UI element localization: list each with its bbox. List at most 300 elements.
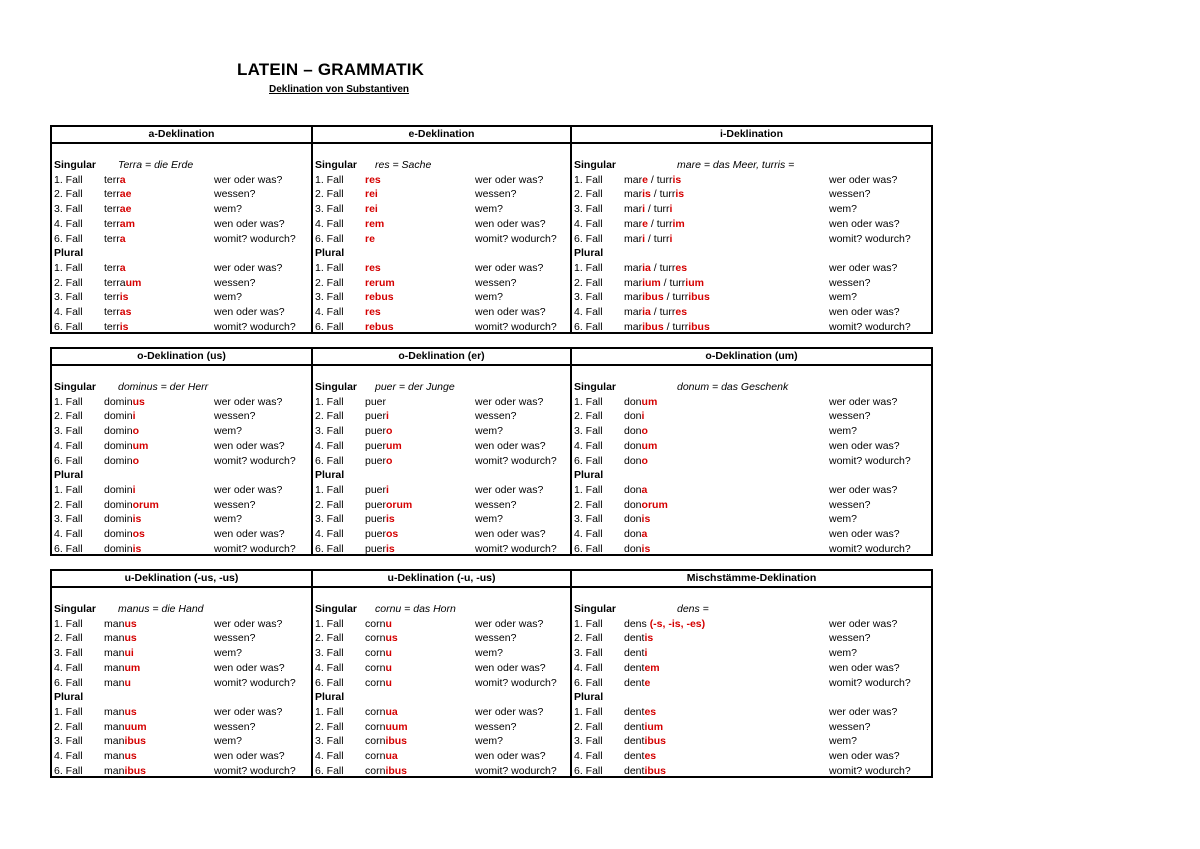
word-form (104, 261, 126, 276)
case-label: 4. Fall (574, 217, 603, 230)
word-stem: terr (104, 291, 120, 304)
word-ending: uum (124, 720, 147, 733)
case-question: wen oder was? (829, 217, 900, 230)
word-form (624, 320, 710, 335)
word-form (365, 454, 392, 469)
word-form (365, 542, 395, 557)
case-question: wen oder was? (475, 528, 546, 541)
word-ending: ibus (385, 764, 408, 777)
case-label: 3. Fall (54, 203, 83, 216)
table-row (313, 187, 570, 202)
word-ending: ibus (124, 764, 147, 777)
word-form (624, 187, 684, 202)
case-label: 6. Fall (574, 320, 603, 333)
word-ending: um (386, 439, 402, 452)
case-label: 1. Fall (574, 395, 603, 408)
table-row (52, 202, 311, 217)
word-form (365, 527, 398, 542)
singular-label: Singular (315, 603, 358, 615)
word-stem: puer (365, 484, 387, 497)
word-stem: mar (624, 320, 643, 333)
word-form (104, 290, 129, 305)
singular-header-row (313, 602, 570, 617)
case-label: 2. Fall (54, 188, 83, 201)
table-row (52, 764, 311, 779)
case-label: 4. Fall (315, 306, 344, 319)
case-question: wessen? (214, 720, 256, 733)
word-form (104, 424, 139, 439)
table-row (572, 527, 931, 542)
table-row (572, 290, 931, 305)
case-label: 6. Fall (574, 676, 603, 689)
case-label: 3. Fall (54, 513, 83, 526)
case-question: womit? wodurch? (214, 454, 296, 467)
case-question: wessen? (475, 632, 517, 645)
word-form (624, 395, 657, 410)
word-stem: don (624, 484, 642, 497)
word-ending: e (644, 676, 651, 689)
table-row (52, 232, 311, 247)
word-ending: is (132, 542, 142, 555)
table-row (52, 527, 311, 542)
word-stem: / (660, 276, 670, 289)
word-ending: is (641, 542, 651, 555)
plural-header-row (313, 468, 570, 483)
word-ending: ua (385, 706, 398, 719)
word-form (365, 187, 378, 202)
table-row (572, 631, 931, 646)
word-ending: orum (386, 498, 413, 511)
word-stem: turr (659, 188, 676, 201)
word-form (624, 527, 647, 542)
case-label: 3. Fall (574, 203, 603, 216)
word-form (104, 439, 148, 454)
word-ending: ia (642, 262, 651, 275)
declension-title: o-Deklination (um) (572, 349, 931, 366)
plural-header-row (572, 246, 931, 261)
case-question: womit? wodurch? (475, 764, 557, 777)
singular-header-row (52, 380, 311, 395)
word-form (624, 409, 644, 424)
case-label: 4. Fall (574, 306, 603, 319)
plural-label: Plural (574, 691, 604, 704)
table-row (313, 202, 570, 217)
case-label: 6. Fall (54, 764, 83, 777)
case-question: wer oder was? (214, 617, 283, 630)
word-stem: / (645, 203, 654, 216)
example-word: puer = der Junge (375, 381, 455, 393)
page-subtitle: Deklination von Substantiven (269, 84, 410, 95)
word-ending: i (386, 410, 389, 423)
word-form (624, 705, 656, 720)
word-ending: u (385, 676, 392, 689)
word-stem: mar (624, 173, 643, 186)
word-stem: puer (365, 395, 387, 408)
word-form (365, 202, 378, 217)
case-label: 2. Fall (315, 188, 344, 201)
word-form (624, 498, 668, 513)
case-label: 2. Fall (54, 276, 83, 289)
declension-title: u-Deklination (-u, -us) (313, 571, 570, 588)
word-form (365, 424, 392, 439)
word-ending: ibus (688, 320, 710, 333)
word-form (365, 705, 398, 720)
word-stem: corn (365, 735, 386, 748)
declension-column (311, 127, 570, 332)
word-ending: um (132, 439, 149, 452)
table-row (313, 320, 570, 335)
table-row (572, 749, 931, 764)
word-form (365, 290, 394, 305)
word-stem: mar (624, 262, 643, 275)
case-label: 2. Fall (574, 410, 603, 423)
word-stem: terr (104, 320, 120, 333)
word-ending: ibus (642, 291, 664, 304)
word-form (624, 261, 687, 276)
declension-rows (52, 380, 311, 557)
declension-title: Mischstämme-Deklination (572, 571, 931, 588)
table-row (572, 720, 931, 735)
word-form (104, 320, 129, 335)
word-ending: ium (685, 276, 704, 289)
table-row (572, 217, 931, 232)
table-row (52, 439, 311, 454)
plural-header-row (572, 690, 931, 705)
case-label: 6. Fall (315, 320, 344, 333)
case-question: wem? (214, 513, 243, 526)
word-form (104, 202, 131, 217)
case-question: wer oder was? (214, 173, 283, 186)
word-ending: rem (365, 217, 385, 230)
example-word: Terra = die Erde (118, 159, 194, 171)
word-ending: o (641, 425, 648, 438)
case-question: wem? (214, 291, 243, 304)
case-question: womit? wodurch? (475, 454, 557, 467)
table-row (572, 542, 931, 557)
word-stem: don (624, 498, 642, 511)
word-ending: re (365, 232, 375, 245)
word-ending: o (132, 425, 140, 438)
case-question: wessen? (829, 410, 871, 423)
word-stem: domin (104, 513, 133, 526)
singular-label: Singular (315, 159, 358, 171)
table-row (572, 409, 931, 424)
word-ending: a (119, 232, 126, 245)
word-stem: domin (104, 498, 133, 511)
plural-label: Plural (574, 247, 604, 260)
word-ending: is (386, 542, 395, 555)
case-label: 6. Fall (574, 232, 603, 245)
plural-header-row (52, 468, 311, 483)
case-question: wen oder was? (214, 439, 285, 452)
declension-title: i-Deklination (572, 127, 931, 144)
word-ending: is (641, 513, 651, 526)
word-form (104, 676, 131, 691)
word-stem: domin (104, 484, 133, 497)
case-question: wem? (475, 425, 504, 438)
word-form (104, 661, 140, 676)
word-ending: us (385, 632, 398, 645)
word-form (104, 498, 159, 513)
case-question: wessen? (475, 410, 517, 423)
case-label: 4. Fall (54, 439, 83, 452)
plural-label: Plural (54, 469, 84, 482)
word-ending: a (641, 484, 648, 497)
word-ending: res (365, 262, 381, 275)
word-stem: don (624, 454, 642, 467)
case-question: wem? (829, 291, 858, 304)
declension-title: o-Deklination (er) (313, 349, 570, 366)
case-label: 4. Fall (315, 439, 344, 452)
table-row (313, 290, 570, 305)
word-form (365, 749, 398, 764)
word-stem: corn (365, 750, 386, 763)
word-ending: ium (644, 720, 664, 733)
word-ending: ae (119, 188, 132, 201)
example-word: manus = die Hand (118, 603, 204, 615)
case-question: womit? wodurch? (829, 764, 911, 777)
case-question: wessen? (829, 188, 871, 201)
case-question: wen oder was? (829, 750, 900, 763)
word-ending: rei (365, 203, 378, 216)
case-question: wer oder was? (829, 617, 898, 630)
case-question: womit? wodurch? (475, 676, 557, 689)
singular-header-row (52, 602, 311, 617)
word-form (104, 527, 145, 542)
word-stem: man (104, 750, 125, 763)
word-stem: terr (104, 203, 120, 216)
case-label: 3. Fall (574, 291, 603, 304)
word-ending: i (642, 203, 646, 216)
word-stem: puer (365, 439, 387, 452)
word-stem: turr (659, 306, 676, 319)
case-question: wer oder was? (829, 395, 898, 408)
word-ending: am (119, 217, 135, 230)
word-stem: / (663, 320, 673, 333)
word-stem: terr (104, 217, 120, 230)
word-ending: is (675, 188, 685, 201)
word-form (104, 631, 137, 646)
case-label: 1. Fall (574, 484, 603, 497)
case-label: 4. Fall (574, 661, 603, 674)
singular-label: Singular (574, 381, 617, 393)
case-question: womit? wodurch? (214, 320, 296, 333)
case-label: 1. Fall (315, 173, 344, 186)
table-row (52, 749, 311, 764)
case-question: wen oder was? (475, 439, 546, 452)
word-form (624, 749, 656, 764)
table-row (572, 261, 931, 276)
word-stem: / (647, 217, 657, 230)
case-question: wer oder was? (475, 706, 544, 719)
case-label: 3. Fall (54, 735, 83, 748)
table-row (572, 454, 931, 469)
word-stem: / (663, 291, 673, 304)
table-row (313, 512, 570, 527)
case-label: 4. Fall (574, 750, 603, 763)
case-question: wer oder was? (475, 617, 544, 630)
case-label: 4. Fall (54, 528, 83, 541)
declension-column (52, 571, 311, 776)
table-row (52, 734, 311, 749)
word-form (104, 705, 137, 720)
table-row (572, 676, 931, 691)
case-question: wem? (475, 513, 504, 526)
case-label: 2. Fall (574, 276, 603, 289)
example-word: cornu = das Horn (375, 603, 456, 615)
case-label: 2. Fall (54, 410, 83, 423)
word-ending: ium (642, 276, 661, 289)
table-row (572, 439, 931, 454)
case-label: 6. Fall (315, 764, 344, 777)
singular-header-row (572, 602, 931, 617)
declension-column (570, 571, 931, 776)
word-stem: domin (104, 425, 133, 438)
word-form (624, 631, 653, 646)
word-stem: man (104, 735, 125, 748)
word-ending: uum (385, 720, 408, 733)
word-ending: rei (365, 188, 378, 201)
case-question: wessen? (475, 720, 517, 733)
word-form (624, 290, 710, 305)
case-question: wer oder was? (829, 173, 898, 186)
case-label: 1. Fall (315, 617, 344, 630)
word-ending: um (125, 276, 142, 289)
word-stem: man (104, 676, 125, 689)
word-stem: mar (624, 203, 643, 216)
table-row (313, 454, 570, 469)
word-stem: man (104, 617, 125, 630)
table-row (572, 305, 931, 320)
case-question: womit? wodurch? (475, 320, 557, 333)
case-question: wessen? (214, 410, 256, 423)
case-label: 4. Fall (315, 528, 344, 541)
word-form (365, 512, 395, 527)
table-row (52, 290, 311, 305)
table-row (572, 395, 931, 410)
word-stem: corn (365, 764, 386, 777)
case-label: 6. Fall (315, 232, 344, 245)
case-label: 1. Fall (315, 262, 344, 275)
word-form (365, 320, 394, 335)
table-row (313, 764, 570, 779)
word-ending: a (119, 173, 126, 186)
word-form (624, 439, 657, 454)
word-form (104, 646, 134, 661)
case-question: womit? wodurch? (475, 542, 557, 555)
word-ending: ia (642, 306, 651, 319)
case-label: 2. Fall (574, 632, 603, 645)
word-ending: em (644, 661, 660, 674)
word-stem: don (624, 425, 642, 438)
word-ending: res (365, 173, 381, 186)
word-form (624, 232, 672, 247)
table-row (52, 305, 311, 320)
case-question: wen oder was? (475, 217, 546, 230)
word-ending: us (124, 617, 137, 630)
case-question: wen oder was? (475, 661, 546, 674)
case-question: womit? wodurch? (829, 320, 911, 333)
word-ending: is (386, 513, 395, 526)
case-question: wem? (829, 203, 858, 216)
table-row (313, 232, 570, 247)
word-ending: ibus (124, 735, 147, 748)
table-row (313, 720, 570, 735)
table-row (313, 498, 570, 513)
table-row (52, 276, 311, 291)
case-label: 6. Fall (54, 320, 83, 333)
word-stem: domin (104, 395, 133, 408)
table-row (313, 261, 570, 276)
declension-column (52, 349, 311, 554)
table-row (572, 512, 931, 527)
declension-block (50, 569, 933, 778)
word-form (104, 276, 141, 291)
word-form (365, 720, 408, 735)
case-question: wem? (829, 425, 858, 438)
singular-label: Singular (54, 603, 97, 615)
declension-rows (52, 158, 311, 335)
case-question: wessen? (829, 632, 871, 645)
table-row (52, 720, 311, 735)
singular-label: Singular (574, 603, 617, 615)
plural-header-row (313, 246, 570, 261)
case-question: womit? wodurch? (829, 676, 911, 689)
case-question: wen oder was? (214, 528, 285, 541)
word-ending: i (644, 647, 648, 660)
word-stem: don (624, 542, 642, 555)
case-question: wen oder was? (214, 661, 285, 674)
case-label: 2. Fall (54, 720, 83, 733)
case-question: wem? (829, 513, 858, 526)
example-word: mare = das Meer, turris = (677, 159, 795, 171)
word-stem: / (650, 188, 660, 201)
word-ending: i (669, 203, 673, 216)
word-ending: ibus (644, 735, 667, 748)
table-row (572, 498, 931, 513)
word-form (624, 617, 705, 632)
case-question: wen oder was? (829, 439, 900, 452)
case-label: 4. Fall (315, 750, 344, 763)
word-ending: u (385, 647, 392, 660)
case-label: 1. Fall (574, 173, 603, 186)
table-row (52, 173, 311, 188)
word-stem: corn (365, 676, 386, 689)
word-stem: corn (365, 661, 386, 674)
table-row (572, 320, 931, 335)
word-form (624, 276, 704, 291)
word-ending: rerum (365, 276, 395, 289)
case-label: 1. Fall (315, 395, 344, 408)
case-question: wer oder was? (829, 484, 898, 497)
table-row (52, 646, 311, 661)
word-stem: dent (624, 661, 645, 674)
case-question: wen oder was? (475, 306, 546, 319)
case-label: 3. Fall (315, 513, 344, 526)
table-row (313, 424, 570, 439)
plural-label: Plural (315, 469, 345, 482)
word-stem: turr (653, 232, 670, 245)
table-row (52, 454, 311, 469)
word-ending: os (132, 528, 145, 541)
word-stem: puer (365, 425, 387, 438)
case-question: wer oder was? (214, 262, 283, 275)
word-ending: a (119, 262, 126, 275)
case-question: womit? wodurch? (829, 454, 911, 467)
word-stem: don (624, 513, 642, 526)
case-label: 2. Fall (315, 276, 344, 289)
word-stem: domin (104, 439, 133, 452)
